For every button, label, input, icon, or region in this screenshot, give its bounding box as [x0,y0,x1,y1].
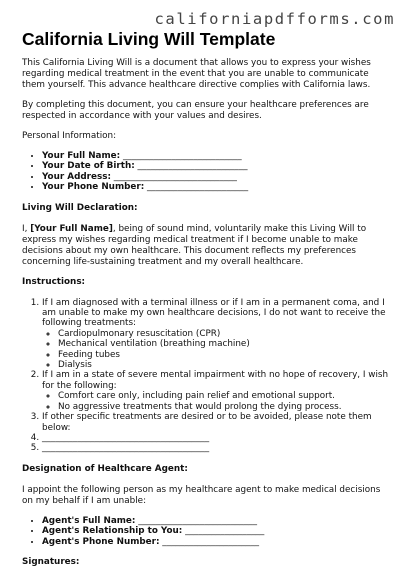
instruction-item [42,298,394,371]
date-of-birth-field [42,161,394,171]
instruction-text: If I am diagnosed with a terminal illness or if I am in a permanent coma, and I am unable to make my own healthcare decisions, I do not want to receive the following treatments: [42,297,386,329]
full-name-field [42,151,394,161]
field-blank: _________________________ [134,161,248,172]
treatment-item: ◦ Dialysis [58,360,394,370]
agent-fields-list [22,516,394,547]
field-label: Agent's Full Name: [42,515,136,526]
site-watermark: californiapdfforms.com [154,10,395,28]
field-label: Agent's Phone Number: [42,536,160,547]
phone-number-field [42,182,394,192]
instructions-list [22,298,394,454]
name-placeholder: [Your Full Name] [30,223,113,234]
address-field [42,172,394,182]
field-blank: ____________________________ [110,171,237,182]
field-label: Agent's Relationship to You: [42,526,183,537]
personal-info-label: Personal Information: [22,131,117,141]
agent-name-field [42,516,394,526]
wish-item: ◦ Comfort care only, including pain relief and emotional support. [58,391,394,401]
treatment-item: ◦ Feeding tubes [58,350,394,360]
instruction-item: 3. If other specific treatments are desired or to be avoided, please note them below: [42,412,394,433]
field-blank: _______________________ [144,182,249,193]
field-blank: ___________________________ [135,515,257,526]
instruction-text: If I am in a state of severe mental impairment with no hope of recovery, I wish for the following: [42,370,389,391]
agent-phone-field [42,537,394,547]
signatures-heading: Signatures: [22,556,80,567]
document-page [22,28,394,578]
declaration-heading: Living Will Declaration: [22,202,138,213]
field-label: Your Phone Number: [42,182,145,193]
wish-sublist [42,391,394,412]
instruction-item [42,370,394,412]
field-label: Your Date of Birth: [42,161,135,172]
instructions-heading: Instructions: [22,276,86,287]
treatment-item: ◦ Cardiopulmonary resuscitation (CPR) [58,329,394,339]
declaration-body: , being of sound mind, voluntarily make this Living Will to express my wishes regarding medical treatment if I become unable to make decisions about my own healthcare. This document reflects my preferences concerning life-sustaining treatment and my overall healthcare. [22,223,367,267]
wish-item: ◦ No aggressive treatments that would prolong the dying process. [58,402,394,412]
agent-intro: I appoint the following person as my healthcare agent to make medical decisions on my behalf if I am unable: [22,484,381,506]
field-label: Your Full Name: [42,151,121,161]
field-blank: ___________________________ [120,151,242,161]
declaration-prefix: I, [22,223,31,234]
blank-line-item: 5. ______________________________________ [42,443,394,453]
field-blank: __________________ [182,526,265,537]
intro-paragraph: This California Living Will is a document that allows you to express your wishes regarding medical treatment in the event that you are unable to communicate them yourself. This advance healthcare directive complies with California laws. [22,58,371,90]
treatment-sublist [42,329,394,371]
declaration-paragraph [22,224,394,268]
document-title: California Living Will Template [22,29,276,49]
treatment-item: ◦ Mechanical ventilation (breathing machine) [58,339,394,349]
agent-heading: Designation of Healthcare Agent: [22,463,188,474]
completion-note: By completing this document, you can ensure your healthcare preferences are respected in accordance with your values and desires. [22,100,369,121]
field-label: Your Address: [42,171,111,182]
field-blank: ______________________ [159,536,260,547]
personal-info-list [22,151,394,193]
blank-line-item: 4. ______________________________________ [42,433,394,443]
